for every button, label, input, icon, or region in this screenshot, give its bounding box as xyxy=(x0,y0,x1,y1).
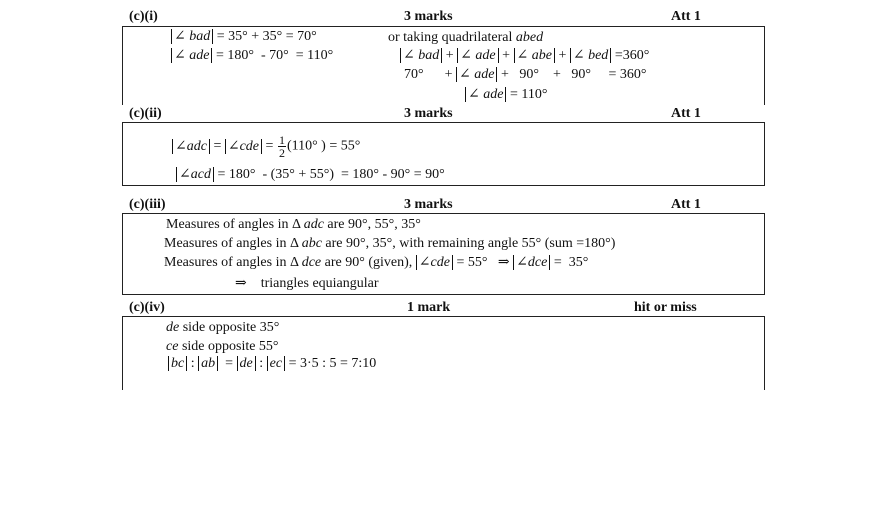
section-label-cii: (c)(ii) xyxy=(129,106,162,121)
scheme-ciii: Att 1 xyxy=(671,197,701,212)
ci-line-4: ∠ bad + ∠ ade + ∠ abe + ∠ bed =360° xyxy=(400,48,649,64)
scheme-cii: Att 1 xyxy=(671,106,701,121)
section-label-ciii: (c)(iii) xyxy=(129,197,166,212)
ci-line-2: ∠ ade = 180° - 70° = 110° xyxy=(171,48,333,64)
marks-ci: 3 marks xyxy=(404,9,453,24)
ci-line-3: or taking quadrilateral abed xyxy=(388,30,544,45)
scheme-ci: Att 1 xyxy=(671,9,701,24)
civ-line-1: de side opposite 35° xyxy=(166,320,280,335)
civ-line-3: bc : ab = de : ec = 3·5 : 5 = 7:10 xyxy=(168,356,376,372)
scheme-civ: hit or miss xyxy=(634,300,697,315)
marks-cii: 3 marks xyxy=(404,106,453,121)
cii-line-1: ∠adc = ∠cde = $\frac{1}{2}$ (110° ) = 55° xyxy=(172,134,360,159)
civ-line-2: ce side opposite 55° xyxy=(166,339,279,354)
ciii-line-3: Measures of angles in Δ dce are 90° (given), ∠cde = 55° ⇒ ∠dce = 35° xyxy=(164,255,589,270)
ciii-line-4: ⇒ triangles equiangular xyxy=(235,276,379,291)
ciii-line-1: Measures of angles in Δ adc are 90°, 55°, 35° xyxy=(166,217,421,232)
ci-line-1: ∠ bad = 35° + 35° = 70° xyxy=(171,29,317,45)
ci-line-6: ∠ ade = 110° xyxy=(465,87,547,103)
ciii-line-2: Measures of angles in Δ abc are 90°, 35°, with remaining angle 55° (sum =180°) xyxy=(164,236,616,251)
cii-line-2: ∠acd = 180° - (35° + 55°) = 180° - 90° = 90° xyxy=(176,167,445,183)
section-label-civ: (c)(iv) xyxy=(129,300,165,315)
ci-line-5: 70° + ∠ ade + 90° + 90° = 360° xyxy=(404,67,647,82)
marks-ciii: 3 marks xyxy=(404,197,453,212)
section-label-ci: (c)(i) xyxy=(129,9,158,24)
marks-civ: 1 mark xyxy=(407,300,451,315)
